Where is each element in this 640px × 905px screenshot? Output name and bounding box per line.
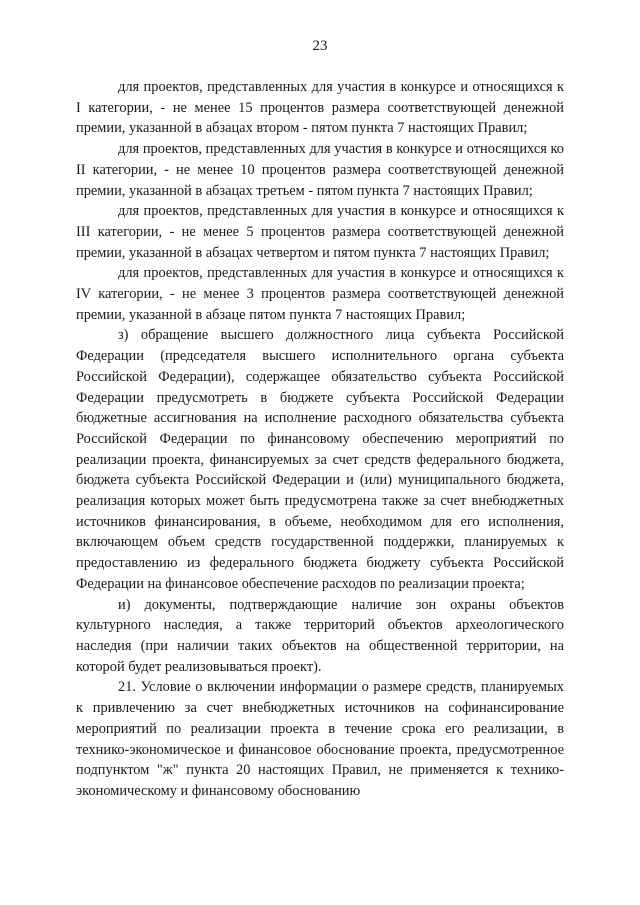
page-number: 23 [312, 38, 328, 54]
page-content [76, 77, 564, 802]
paragraph-item-i: и) документы, подтверждающие наличие зон охраны объектов культурного наследия, а также территорий объектов археологического наследия (при наличии таких объектов на общественной территории, на которой будет реализовываться проект). [76, 596, 564, 675]
paragraph-item-z: з) обращение высшего должностного лица субъекта Российской Федерации (председателя высшего исполнительного органа субъекта Российской Федерации), содержащее обязательство субъекта Российской Федерации предусмотреть в бюджете субъекта Российской Федерации бюджетные ассигнования на исполнение расходного обязательства субъекта Российской Федерации по финансовому обеспечению мероприятий по реализации проекта, финансируемых за счет средств федерального бюджета, бюджета субъекта Российской Федерации и (или) муниципального бюджета, реализация которых может быть предусмотрена также за счет внебюджетных источников финансирования, в объеме, необходимом для его исполнения, включающем объем средств государственной поддержки, планируемых к предоставлению из федерального бюджета бюджету субъекта Российской Федерации на финансовое обеспечение расходов по реализации проекта; [76, 327, 564, 592]
paragraph-category-3: для проектов, представленных для участия в конкурсе и относящихся к III категории, - не менее 5 процентов размера соответствующей денежной премии, указанной в абзацах четвертом и пятом пункта 7 настоящих Правил; [76, 203, 564, 261]
paragraph-category-1: для проектов, представленных для участия в конкурсе и относящихся к I категории, - не менее 15 процентов размера соответствующей денежной премии, указанной в абзацах втором - пятом пункта 7 настоящих Правил; [76, 79, 564, 137]
paragraph-clause-21: 21. Условие о включении информации о размере средств, планируемых к привлечению за счет внебюджетных источников на софинансирование мероприятий по реализации проекта в течение срока его реализации, в технико-экономическое и финансовое обоснование проекта, предусмотренное подпунктом "ж" пункта 20 настоящих Правил, не применяется к технико-экономическому и финансовому обоснованию [76, 679, 564, 799]
paragraph-category-4: для проектов, представленных для участия в конкурсе и относящихся к IV категории, - не менее 3 процентов размера соответствующей денежной премии, указанной в абзаце пятом пункта 7 настоящих Правил; [76, 265, 564, 323]
paragraph-category-2: для проектов, представленных для участия в конкурсе и относящихся ко II категории, - не менее 10 процентов размера соответствующей денежной премии, указанной в абзацах третьем - пятом пункта 7 настоящих Правил; [76, 141, 564, 199]
